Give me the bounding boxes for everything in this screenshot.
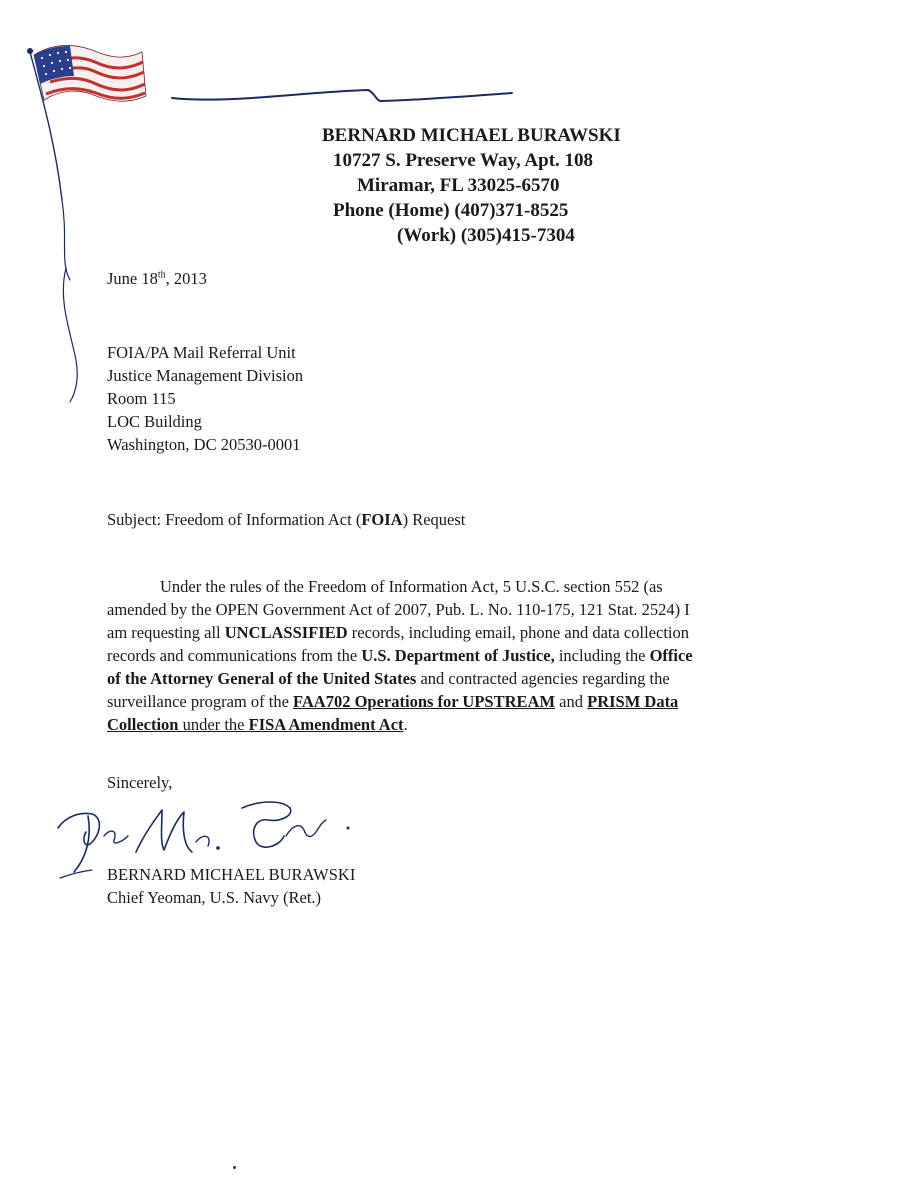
flourish-line bbox=[172, 90, 512, 101]
letter-date: June 18th, 2013 bbox=[107, 269, 207, 288]
closing: Sincerely, bbox=[107, 773, 173, 792]
sender-street: 10727 S. Preserve Way, Apt. 108 bbox=[333, 150, 594, 171]
sender-name: BERNARD MICHAEL BURAWSKI bbox=[322, 125, 621, 146]
sender-phone-work: (Work) (305)415-7304 bbox=[397, 225, 575, 246]
request-paragraph: Under the rules of the Freedom of Information Act, 5 U.S.C. section 552 (as amended by the OPEN Government Act of 2007, Pub. L. No. 110-175, 121 Stat. 2524) I am requesting all UNCLASSIFIED records, including email, phone and data collection records and communications from the U.S. Department of Justice, including the Office of the Attorney General of the United States and contracted agencies regarding the surveillance program of the FAA702 Operations for UPSTREAM and PRISM Data Collection under the FISA Amendment Act. bbox=[107, 577, 693, 734]
recipient-line: Justice Management Division bbox=[107, 366, 304, 385]
subject-line: Subject: Freedom of Information Act (FOIA) Request bbox=[107, 510, 466, 529]
signature-block bbox=[107, 863, 355, 909]
recipient-line: Washington, DC 20530-0001 bbox=[107, 435, 301, 454]
recipient-address bbox=[107, 341, 303, 456]
sender-phone-home: Phone (Home) (407)371-8525 bbox=[333, 200, 569, 221]
signer-title: Chief Yeoman, U.S. Navy (Ret.) bbox=[107, 888, 322, 907]
recipient-line: FOIA/PA Mail Referral Unit bbox=[107, 343, 296, 362]
recipient-line: Room 115 bbox=[107, 389, 176, 408]
scan-speck bbox=[233, 1166, 236, 1169]
signer-name: BERNARD MICHAEL BURAWSKI bbox=[107, 865, 356, 884]
recipient-line: LOC Building bbox=[107, 412, 202, 431]
sender-city: Miramar, FL 33025-6570 bbox=[357, 175, 560, 196]
